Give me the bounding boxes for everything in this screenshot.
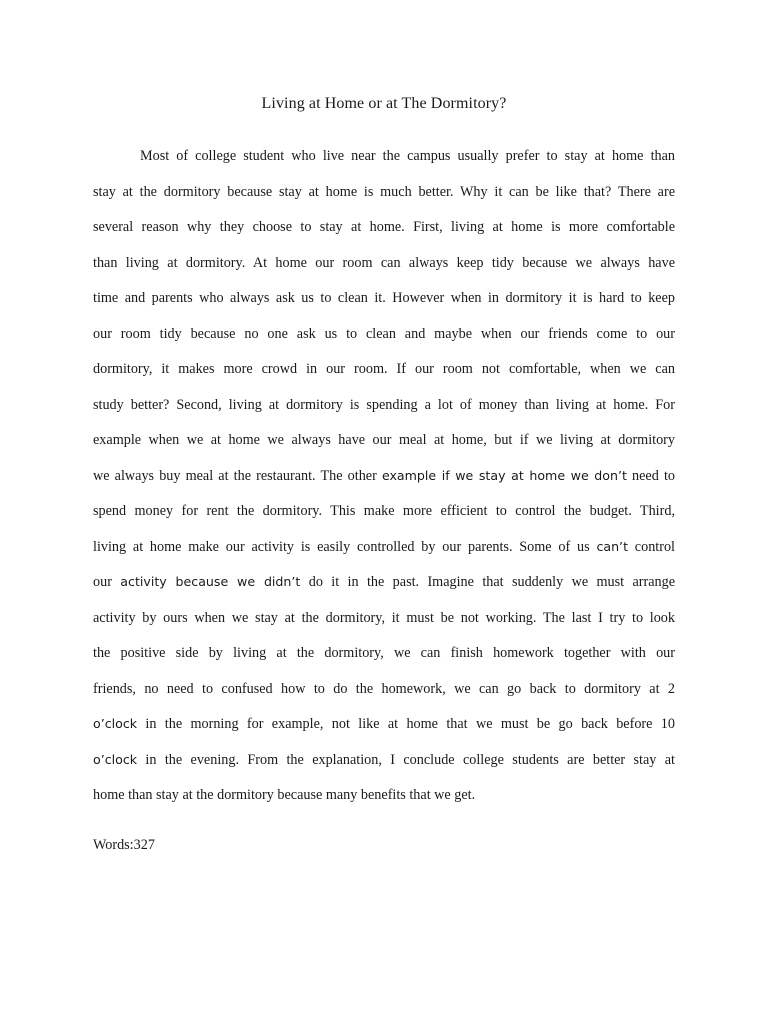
paragraph-line: the positive side by living at the dormitory, we can finish homework together with our (93, 645, 675, 661)
line-text: our (93, 574, 121, 590)
paragraph-line: Most of college student who live near the campus usually prefer to stay at home than (140, 148, 675, 164)
paragraph-line-last: home than stay at the dormitory because many benefits that we get. (93, 787, 476, 803)
paragraph-line (93, 715, 675, 733)
line-text-sans: o’clock (93, 716, 138, 731)
paragraph-line (93, 751, 675, 769)
paragraph-line: dormitory, it makes more crowd in our room. If our room not comfortable, when we can (93, 361, 675, 377)
paragraph-line (93, 467, 675, 485)
paragraph-line: study better? Second, living at dormitory is spending a lot of money than living at home. For (93, 397, 675, 413)
paragraph-line: example when we at home we always have our meal at home, but if we living at dormitory (93, 432, 675, 448)
line-text: need to (626, 468, 675, 484)
line-text-sans: activity because we didn’t (120, 574, 301, 589)
paragraph-line: our room tidy because no one ask us to clean and maybe when our friends come to our (93, 326, 675, 342)
paragraph-line: time and parents who always ask us to clean it. However when in dormitory it is hard to keep (93, 290, 675, 306)
line-text: in the evening. From the explanation, I conclude college students are better stay at (137, 752, 675, 768)
line-text-sans: o’clock (93, 752, 138, 767)
line-text: living at home make our activity is easily controlled by our parents. Some of us (93, 539, 597, 555)
essay-title: Living at Home or at The Dormitory? (261, 95, 507, 112)
line-text: do it in the past. Imagine that suddenly we must arrange (300, 574, 675, 590)
paragraph-line: stay at the dormitory because stay at home is much better. Why it can be like that? There are (93, 184, 675, 200)
paragraph-line (93, 573, 675, 591)
line-text-sans: can’t (596, 539, 629, 554)
paragraph-line: friends, no need to confused how to do the homework, we can go back to dormitory at 2 (93, 681, 675, 697)
paragraph-line: than living at dormitory. At home our room can always keep tidy because we always have (93, 255, 675, 271)
line-text: we always buy meal at the restaurant. The other (93, 468, 382, 484)
line-text-sans: example if we stay at home we don’t (381, 468, 627, 483)
paragraph-line: spend money for rent the dormitory. This make more efficient to control the budget. Third, (93, 503, 675, 519)
line-text: control (628, 539, 675, 555)
paragraph-line: several reason why they choose to stay at home. First, living at home is more comfortable (93, 219, 675, 235)
paragraph-line (93, 538, 675, 556)
paragraph-line: activity by ours when we stay at the dormitory, it must be not working. The last I try to look (93, 610, 675, 626)
line-text: in the morning for example, not like at home that we must be go back before 10 (137, 716, 675, 732)
word-count: Words:327 (93, 837, 155, 853)
